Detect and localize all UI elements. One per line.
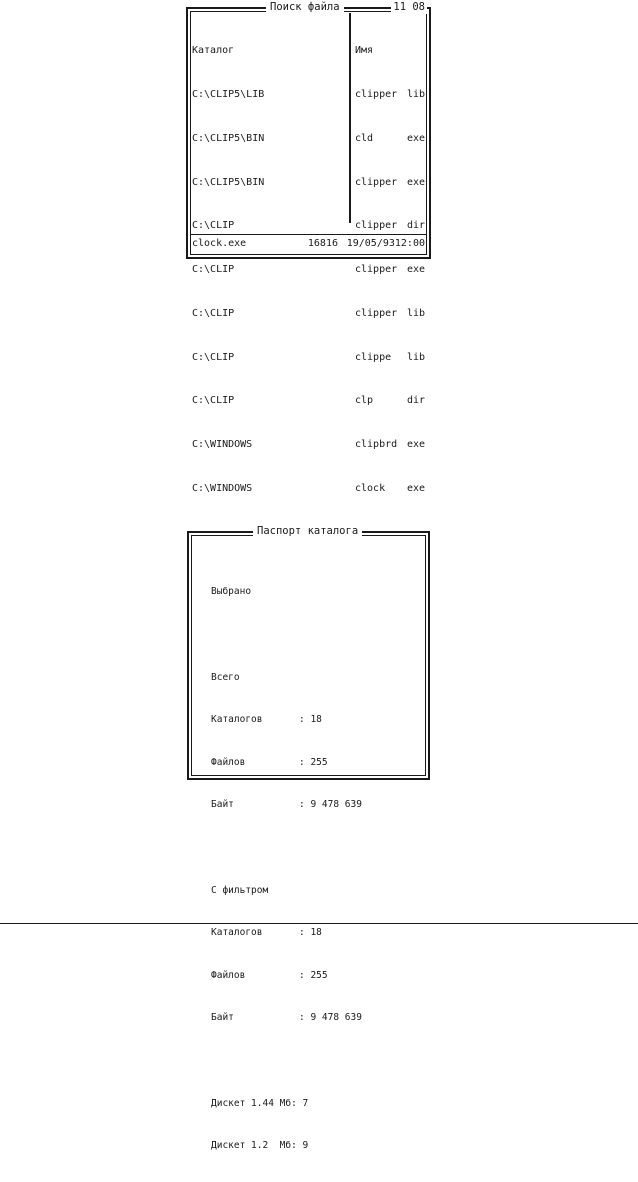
filtered-files-value: : 255 <box>299 969 328 981</box>
total-files-row <box>211 756 362 770</box>
result-row-file[interactable] <box>355 132 425 147</box>
status-file-date: 19/05/93 <box>346 238 395 249</box>
directory-column <box>192 15 342 526</box>
filtered-bytes-row <box>211 1011 362 1025</box>
result-row-file[interactable] <box>355 263 425 278</box>
filename-column-header: Имя <box>355 45 374 57</box>
filtered-dirs-row <box>211 926 362 940</box>
result-row-file[interactable] <box>355 351 425 366</box>
result-row-dir[interactable]: C:\CLIP5\BIN <box>192 132 265 144</box>
total-dirs-value: : 18 <box>299 714 322 726</box>
diskettes-144-row: Дискет 1.44 Мб: 7 <box>211 1097 309 1109</box>
status-file-size: 16816 <box>307 238 338 249</box>
result-row-dir[interactable]: C:\CLIP <box>192 395 235 407</box>
filtered-bytes-label: Байт <box>211 1012 234 1024</box>
filename-column <box>355 15 425 526</box>
selected-heading: Выбрано <box>211 586 252 598</box>
file-ext: lib <box>406 307 425 319</box>
file-search-window <box>186 1 431 494</box>
passport-body <box>211 557 362 1182</box>
file-name: clipper <box>355 176 398 188</box>
file-ext: exe <box>406 483 425 494</box>
result-row-file[interactable] <box>355 176 425 191</box>
file-name: clipbrd <box>355 439 398 451</box>
filtered-files-label: Файлов <box>211 969 246 981</box>
result-row-file[interactable] <box>355 307 425 322</box>
result-row-dir[interactable]: C:\WINDOWS <box>192 439 253 451</box>
file-name: clipper <box>355 88 398 100</box>
result-row-file[interactable] <box>355 219 425 234</box>
file-name: clock <box>355 483 386 494</box>
diskettes-12-row: Дискет 1.2 Мб: 9 <box>211 1140 309 1152</box>
column-divider <box>349 13 351 223</box>
result-row-file[interactable] <box>355 438 425 453</box>
total-files-label: Файлов <box>211 756 246 768</box>
file-name: clipper <box>355 307 398 319</box>
filtered-files-row <box>211 969 362 983</box>
filtered-dirs-label: Каталогов <box>211 927 263 939</box>
status-file-name: clock.exe <box>192 238 247 249</box>
file-ext: dir <box>406 220 425 232</box>
catalog-passport-window <box>187 525 430 1152</box>
total-dirs-label: Каталогов <box>211 714 263 726</box>
page-bottom-rule <box>0 923 638 924</box>
filtered-dirs-value: : 18 <box>299 927 322 939</box>
result-row-dir[interactable]: C:\WINDOWS <box>192 483 253 494</box>
filtered-bytes-value: : 9 478 639 <box>299 1012 362 1024</box>
search-window-title: Поиск файла <box>266 0 344 14</box>
file-ext: lib <box>406 88 425 100</box>
file-name: clp <box>355 395 374 407</box>
file-name: clippe <box>355 351 392 363</box>
result-row-file[interactable] <box>355 394 425 409</box>
directory-column-header: Каталог <box>192 45 235 57</box>
file-name: clipper <box>355 220 398 232</box>
filtered-heading: С фильтром <box>211 884 269 896</box>
file-ext: exe <box>406 132 425 144</box>
file-ext: exe <box>406 264 425 276</box>
passport-window-title: Паспорт каталога <box>253 524 362 538</box>
file-ext: exe <box>406 176 425 188</box>
file-ext: dir <box>406 395 425 407</box>
result-row-dir[interactable]: C:\CLIP <box>192 307 235 319</box>
result-row-file[interactable] <box>355 482 425 497</box>
file-name: cld <box>355 132 374 144</box>
result-row-dir[interactable]: C:\CLIP5\LIB <box>192 88 265 100</box>
result-row-dir[interactable]: C:\CLIP <box>192 351 235 363</box>
file-name: clipper <box>355 264 398 276</box>
file-ext: exe <box>406 439 425 451</box>
status-file-time: 12:00 <box>394 238 425 249</box>
total-files-value: : 255 <box>299 756 328 768</box>
result-row-dir[interactable]: C:\CLIP <box>192 220 235 232</box>
total-dirs-row <box>211 713 362 727</box>
file-ext: lib <box>406 351 425 363</box>
status-divider <box>191 234 426 235</box>
result-row-dir[interactable]: C:\CLIP <box>192 264 235 276</box>
total-bytes-label: Байт <box>211 799 234 811</box>
status-bar <box>192 237 425 251</box>
total-heading: Всего <box>211 671 240 683</box>
total-bytes-row <box>211 798 362 812</box>
result-row-dir[interactable]: C:\CLIP5\BIN <box>192 176 265 188</box>
total-bytes-value: : 9 478 639 <box>299 799 362 811</box>
result-row-file[interactable] <box>355 88 425 103</box>
search-result-counter: 11 08 <box>393 1 425 13</box>
